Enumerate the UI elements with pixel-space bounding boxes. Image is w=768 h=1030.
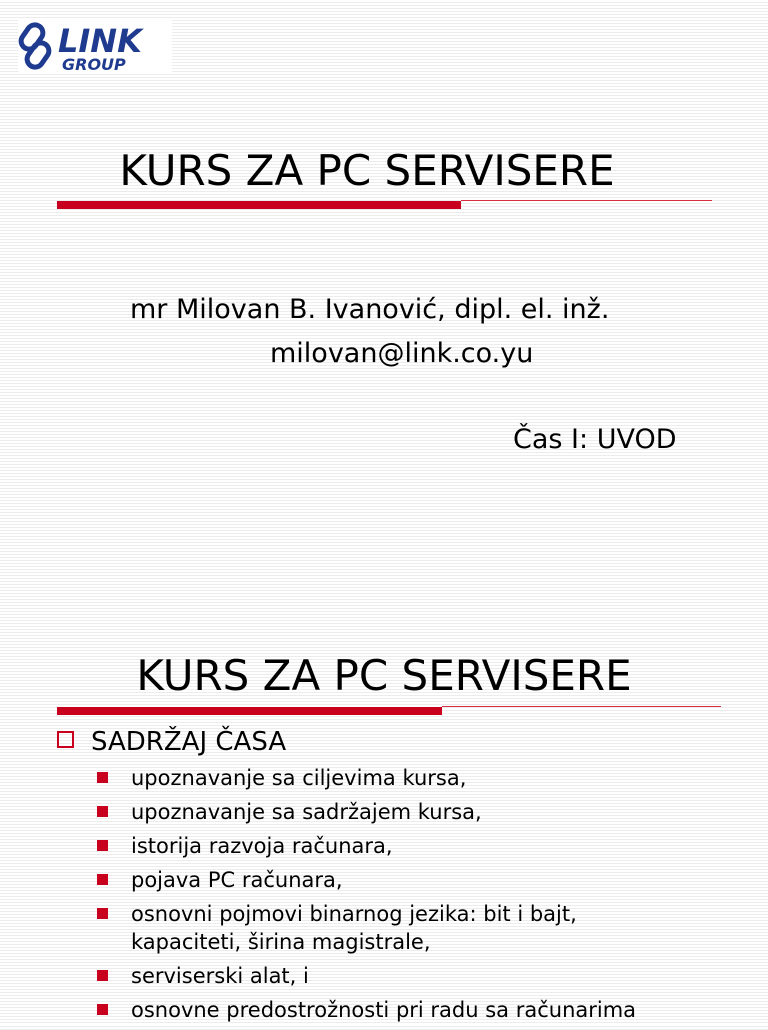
title-1-underline-thick [57, 201, 461, 209]
slide-1-title: KURS ZA PC SERVISERE [119, 146, 615, 195]
solid-square-bullet-icon [97, 970, 108, 981]
solid-square-bullet-icon [97, 806, 108, 817]
title-2-underline-thin [442, 706, 721, 707]
list-item-text: pojava PC računara, [131, 868, 343, 892]
logo-brand-text: LINK [58, 22, 142, 60]
chain-link-icon [18, 18, 172, 74]
list-item [96, 996, 756, 1024]
list-item-text: upoznavanje sa ciljevima kursa, [131, 766, 467, 790]
list-item [96, 832, 756, 860]
section-heading [57, 725, 286, 759]
section-heading-text: SADRŽAJ ČASA [91, 727, 287, 757]
solid-square-bullet-icon [97, 908, 108, 919]
list-item [96, 798, 756, 826]
solid-square-bullet-icon [97, 772, 108, 783]
title-1-underline-thin [461, 200, 712, 201]
author-email: milovan@link.co.yu [270, 338, 534, 369]
list-item [96, 764, 756, 792]
lesson-label: Čas I: UVOD [513, 424, 677, 455]
list-item-text: osnovne predostrožnosti pri radu sa računarima [131, 998, 637, 1022]
solid-square-bullet-icon [97, 1004, 108, 1015]
slide-2-title: KURS ZA PC SERVISERE [136, 651, 632, 700]
list-item-text-continued: kapaciteti, širina magistrale, [131, 930, 431, 954]
hollow-square-bullet-icon [57, 731, 74, 748]
list-item [96, 866, 756, 894]
solid-square-bullet-icon [97, 874, 108, 885]
logo-sub-text: GROUP [62, 55, 126, 74]
list-item [96, 900, 756, 956]
author-name: mr Milovan B. Ivanović, dipl. el. inž. [130, 294, 610, 325]
list-item-text: istorija razvoja računara, [131, 834, 393, 858]
list-item-text: osnovni pojmovi binarnog jezika: bit i bajt, [131, 902, 577, 926]
link-group-logo [18, 18, 172, 74]
list-item-text: serviserski alat, i [131, 964, 309, 988]
title-2-underline-thick [57, 707, 442, 715]
solid-square-bullet-icon [97, 840, 108, 851]
content-item-list [96, 764, 756, 1030]
list-item [96, 962, 756, 990]
list-item-text: upoznavanje sa sadržajem kursa, [131, 800, 482, 824]
